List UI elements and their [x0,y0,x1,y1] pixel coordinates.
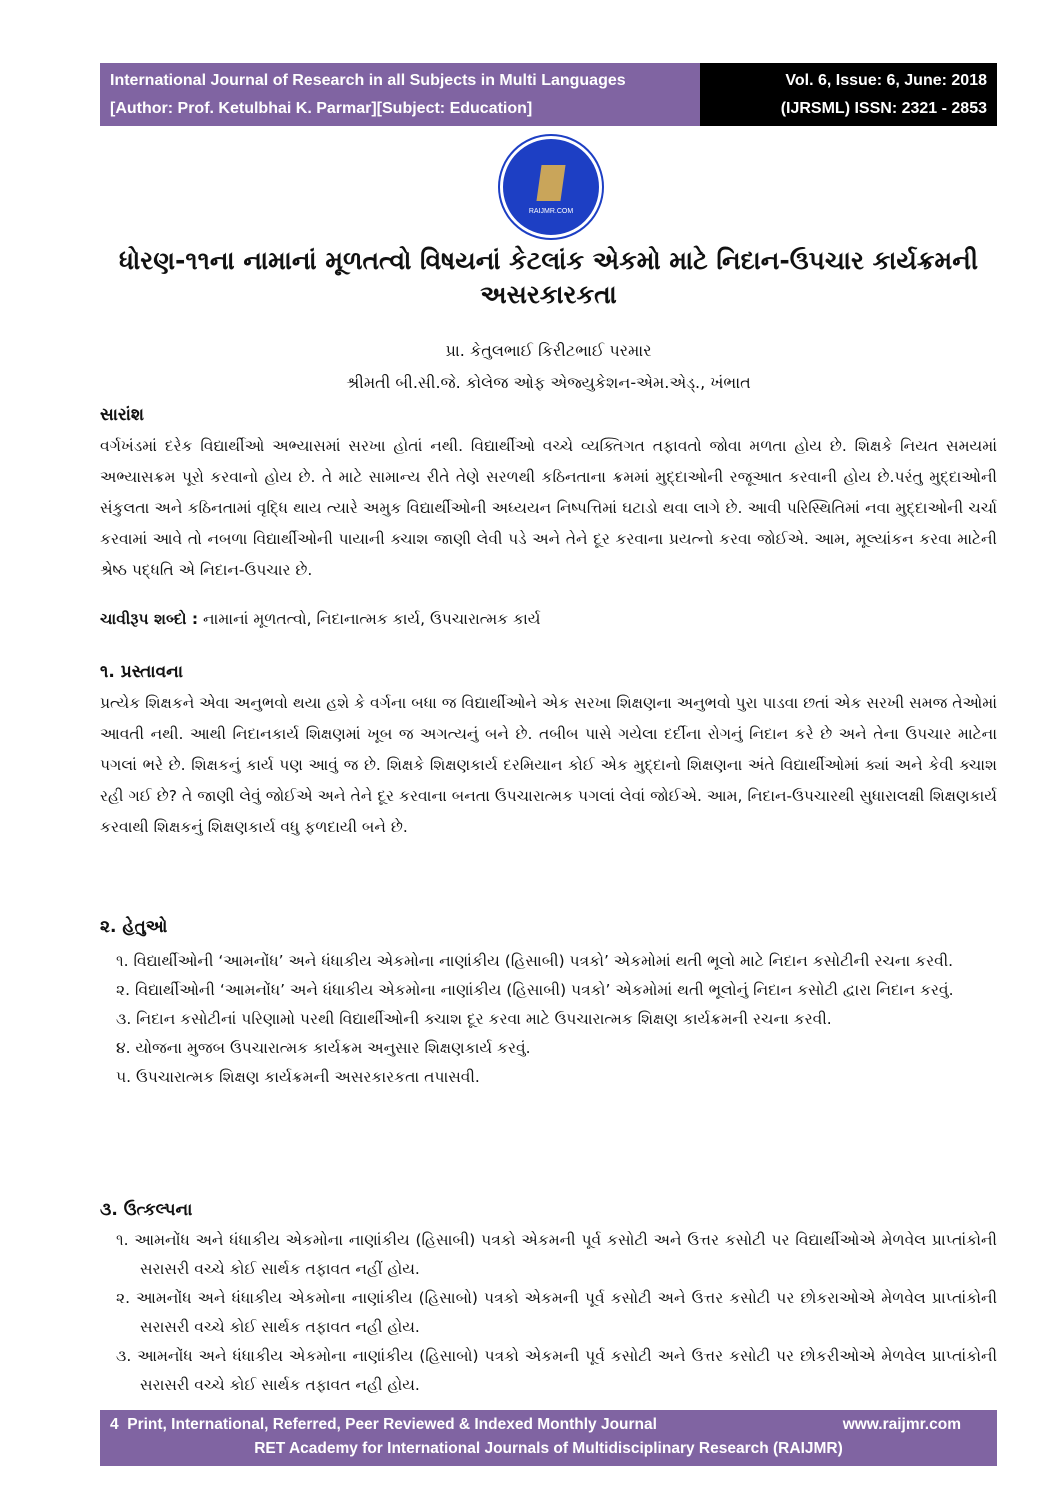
header-left-band [100,63,700,126]
abstract-heading: સારાંશ [100,405,144,425]
list-item: ૪. યોજના મુજબ ઉપચારાત્મક કાર્યક્રમ અનુસાર શિક્ષણકાર્ય કરવું. [116,1039,531,1057]
list-item: ૫. ઉપચારાત્મક શિક્ષણ કાર્યક્રમની અસરકારકતા તપાસવી. [116,1068,480,1086]
keywords [100,604,997,635]
keywords-text: નામાનાં મૂળતત્વો, નિદાનાત્મક કાર્ય, ઉપચારાત્મક કાર્ય [198,610,541,628]
author-subject: [Author: Prof. Ketulbhai K. Parmar][Subject: Education] [110,100,533,117]
keywords-label: ચાવીરૂપ શબ્દો : [100,610,199,628]
footer-band [100,1410,997,1466]
scroll-quill-icon [536,165,565,201]
section-introduction [100,657,997,843]
list-item: ૧. વિદ્યાર્થીઓની ‘આમનોંધ’ અને ધંધાકીય એકમોના નાણાંકીય (હિસાબી) પત્રકો’ એકમોમાં થતી ભૂલો માટે નિદાન કસોટીની રચના કરવી. [116,952,954,970]
footer-line1 [110,1416,657,1434]
header-right-band [700,63,997,126]
page-number: 4 [110,1416,119,1433]
abstract-section [100,400,997,586]
footer-url[interactable]: www.raijmr.com [842,1416,961,1433]
list-item: ૩. આમનોંધ અને ધંધાકીય એકમોના નાણાંકીય (હિસાબો) પત્રકો એકમની પૂર્વ કસોટી અને ઉત્તર કસોટી પર છોકરીઓએ મેળવેલ પ્રાપ્તાંકોની સરાસરી વચ્ચે કોઈ સાર્થક તફાવત નહી હોય. [116,1347,997,1394]
list-item: ૨. વિદ્યાર્થીઓની ‘આમનોંધ’ અને ધંધાકીય એકમોના નાણાંકીય (હિસાબી) પત્રકો’ એકમોમાં થતી ભૂલોનું નિદાન કસોટી દ્વારા નિદાન કરવું. [116,981,954,999]
paper-title: ધોરણ-૧૧ના નામાનાં મૂળતત્વો વિષયનાં કેટલાંક એકમો માટે નિદાન-ઉપચાર કાર્યક્રમની અસરકારકતા [119,246,978,309]
section-hypotheses [100,1195,997,1400]
abstract-text: વર્ગખંડમાં દરેક વિદ્યાર્થીઓ અભ્યાસમાં સરખા હોતાં નથી. વિદ્યાર્થીઓ વચ્ચે વ્યક્તિગત તફાવતો જોવા મળતા હોય છે. શિક્ષકે નિયત સમયમાં અભ્યાસક્રમ પૂરો કરવાનો હોય છે. તે માટે સામાન્ય રીતે તેણે સરળથી કઠિનતાના ક્રમમાં મુદ્દાઓની રજૂઆત કરવાની હોય છે.પરંતુ મુદ્દાઓની સંકુલતા અને કઠિનતામાં વૃદ્ધિ થાય ત્યારે અમુક વિદ્યાર્થીઓની અધ્યયન નિષ્પત્તિમાં ઘટાડો થવા લાગે છે. આવી પરિસ્થિતિમાં નવા મુદ્દાઓની ચર્ચા કરવામાં આવે તો નબળા વિદ્યાર્થીઓની પાયાની ક્ચાશ જાણી લેવી પડે અને તેને દૂર કરવાના પ્રયત્નો કરવા જોઈએ. આમ, મૂલ્યાંકન કરવા માટેની શ્રેષ્ઠ પદ્ધતિ એ નિદાન-ઉપચાર છે. [100,437,997,579]
footer-journal-type: Print, International, Referred, Peer Reviewed & Indexed Monthly Journal [127,1416,657,1433]
list-item: ૧. આમનોંધ અને ધંધાકીય એકમોના નાણાંકીય (હિસાબી) પત્રકો એકમની પૂર્વ કસોટી અને ઉત્તર કસોટી પર વિદ્યાર્થીઓએ મેળવેલ પ્રાપ્તાંકોની સરાસરી વચ્ચે કોઈ સાર્થક તફાવત નહીં હોય. [116,1231,997,1278]
list-item: ૨. આમનોંધ અને ધંધાકીય એકમોના નાણાંકીય (હિસાબો) પત્રકો એકમની પૂર્વ કસોટી અને ઉત્તર કસોટી પર છોકરાઓએ મેળવેલ પ્રાપ્તાંકોની સરાસરી વચ્ચે કોઈ સાર્થક તફાવત નહી હોય. [116,1289,997,1336]
section1-text: પ્રત્યેક શિક્ષકને એવા અનુભવો થયા હશે કે વર્ગના બધા જ વિદ્યાર્થીઓને એક સરખા શિક્ષણના અનુભવો પુરા પાડવા છતાં એક સરખી સમજ તેઓમાં આવતી નથી. આથી નિદાનકાર્ય શિક્ષણમાં ખૂબ જ અગત્યનું બને છે. તબીબ પાસે ગયેલા દર્દીના રોગનું નિદાન કરે છે અને તેના ઉપચાર માટેના પગલાં ભરે છે. શિક્ષકનું કાર્ય પણ આવું જ છે. શિક્ષકે શિક્ષણકાર્ય દરમિયાન કોઈ એક મુદ્દાનો શિક્ષણના અંતે વિદ્યાર્થીઓમાં ક્યાં અને કેવી ક્ચાશ રહી ગઈ છે? તે જાણી લેવું જોઈએ અને તેને દૂર કરવાના બનતા ઉપચારાત્મક પગલાં લેવાં જોઈએ. આમ, નિદાન-ઉપચારથી સુધારાલક્ષી શિક્ષણકાર્ય કરવાથી શિક્ષકનું શિક્ષણકાર્ય વધુ ફળદાયી બને છે. [100,694,997,836]
issn-info: (IJRSML) ISSN: 2321 - 2853 [780,100,987,117]
author-affiliation: શ્રીમતી બી.સી.જે. કોલેજ ઓફ એજ્યુકેશન-એમ.એડ્., ખંભાત [346,373,751,392]
raijmr-logo [500,136,602,238]
section1-heading: ૧. પ્રસ્તાવના [100,662,184,682]
journal-name: International Journal of Research in all Subjects in Multi Languages [110,72,626,89]
footer-publisher: RET Academy for International Journals of Multidisciplinary Research (RAIJMR) [254,1440,843,1457]
list-item: ૩. નિદાન કસોટીનાં પરિણામો પરથી વિદ્યાર્થીઓની ક્ચાશ દૂર કરવા માટે ઉપચારાત્મક શિક્ષણ કાર્યક્રમની રચના કરવી. [116,1010,832,1028]
author-name: પ્રા. કેતુલભાઈ કિરીટભાઈ પરમાર [445,341,652,360]
section3-heading: ૩. ઉત્કલ્પના [100,1200,193,1220]
logo-text: RAIJMR.COM [528,208,574,215]
section-objectives [100,912,997,1092]
volume-info: Vol. 6, Issue: 6, June: 2018 [785,72,987,89]
section2-heading: ૨. હેતુઓ [100,917,168,937]
